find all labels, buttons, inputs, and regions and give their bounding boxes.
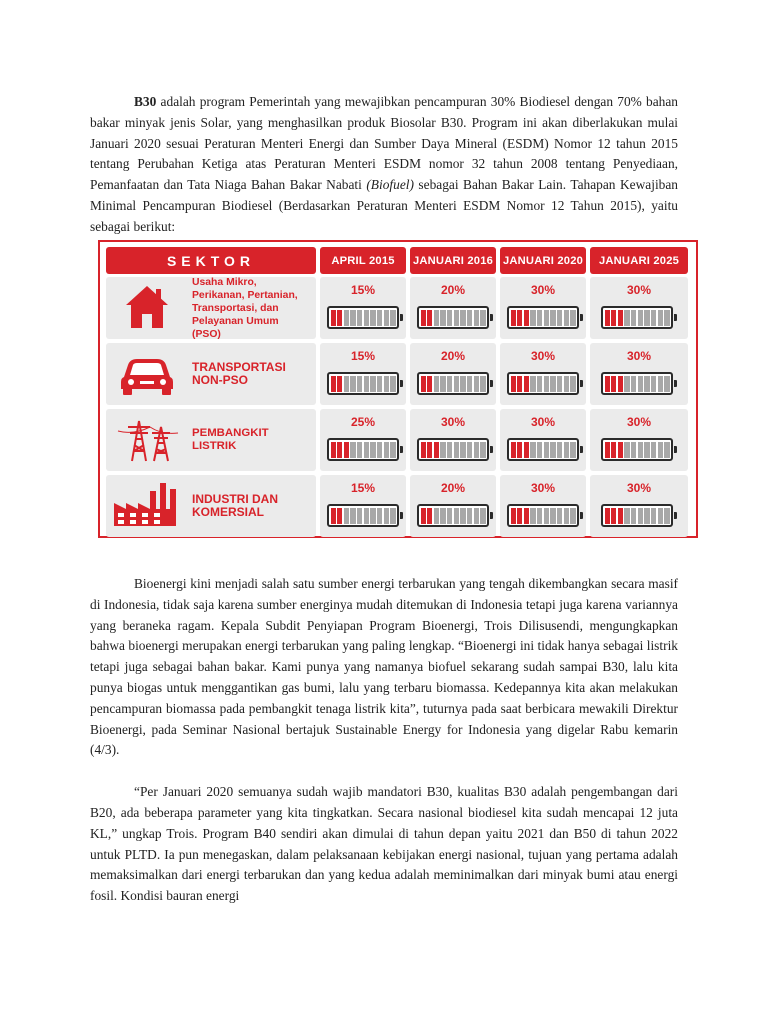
battery-segment	[421, 508, 426, 524]
battery-segment	[331, 442, 336, 458]
battery-segment	[364, 508, 369, 524]
percentage-value: 30%	[626, 415, 652, 429]
battery-segment	[434, 376, 439, 392]
battery-segment	[511, 508, 516, 524]
battery-tip	[580, 446, 584, 453]
battery-icon	[507, 372, 579, 395]
intro-term: B30	[134, 94, 157, 109]
battery-segment	[357, 442, 362, 458]
battery-segment	[624, 310, 629, 326]
sector-cell	[106, 277, 316, 339]
battery-segment	[364, 442, 369, 458]
percentage-cell	[590, 475, 688, 537]
battery-segment	[421, 310, 426, 326]
battery-segment	[331, 508, 336, 524]
sector-cell	[106, 409, 316, 471]
sector-label: PEMBANGKIT LISTRIK	[192, 427, 269, 452]
battery-icon	[601, 438, 673, 461]
battery-segment	[344, 310, 349, 326]
battery-segment	[530, 508, 535, 524]
battery-segment	[460, 508, 465, 524]
percentage-cell	[410, 343, 496, 405]
battery-segment	[344, 508, 349, 524]
battery-segment	[344, 376, 349, 392]
battery-segment	[467, 376, 472, 392]
battery-segment	[644, 310, 649, 326]
battery-segment	[377, 442, 382, 458]
battery-icon	[507, 504, 579, 527]
battery-segment	[390, 508, 395, 524]
battery-tip	[490, 380, 494, 387]
battery-segment	[377, 508, 382, 524]
percentage-value: 20%	[440, 481, 466, 495]
percentage-value: 25%	[350, 415, 376, 429]
battery-segment	[658, 442, 663, 458]
battery-tip	[490, 314, 494, 321]
percentage-cell	[590, 277, 688, 339]
percentage-value: 15%	[350, 481, 376, 495]
battery-segment	[350, 508, 355, 524]
battery-segment	[537, 376, 542, 392]
percentage-cell	[320, 409, 406, 471]
battery-icon	[327, 504, 399, 527]
battery-segment	[570, 442, 575, 458]
battery-segment	[364, 310, 369, 326]
battery-segment	[557, 310, 562, 326]
battery-segment	[550, 310, 555, 326]
header-period-3: JANUARI 2020	[500, 247, 586, 274]
battery-segment	[631, 442, 636, 458]
battery-segment	[511, 310, 516, 326]
battery-segment	[331, 310, 336, 326]
percentage-cell	[500, 475, 586, 537]
body-section	[90, 574, 678, 907]
battery-segment	[377, 376, 382, 392]
battery-segment	[384, 508, 389, 524]
percentage-cell	[500, 409, 586, 471]
factory-icon	[110, 479, 184, 529]
battery-segment	[390, 310, 395, 326]
battery-segment	[474, 508, 479, 524]
battery-segment	[537, 442, 542, 458]
battery-segment	[618, 442, 623, 458]
battery-segment	[550, 376, 555, 392]
sector-cell	[106, 343, 316, 405]
sector-label: TRANSPORTASI NON-PSO	[192, 360, 286, 387]
battery-segment	[624, 376, 629, 392]
battery-icon	[601, 504, 673, 527]
percentage-cell	[410, 409, 496, 471]
battery-segment	[384, 376, 389, 392]
battery-segment	[474, 442, 479, 458]
percentage-cell	[320, 475, 406, 537]
paragraph-2: Bioenergi kini menjadi salah satu sumber energi terbarukan yang tengah dikembangkan secara masif di Indonesia, tidak saja karena sumber energinya mudah ditemukan di Indonesia tetapi juga karena variannya yang beraneka ragam. Kepala Subdit Penyiapan Program Bioenergi, Trois Dilisusendi, mengungkapkan bahwa bioenergi merupakan energi terbarukan yang paling lengkap. “Bioenergi ini tidak hanya sebagai listrik tetapi juga sebagai bahan bakar. Kami punya yang namanya biofuel sekarang sudah sampai B30, lalu kita punya biogas untuk menggantikan gas bumi, lalu yang terbaru biomassa. Kedepannya kita akan melakukan pencampuran biomassa pada pembangkit tenaga listrik kita”, tuturnya pada saat berbicara mewakili Direktur Bioenergi, pada Seminar Nasional bertajuk Sustainable Energy for Indonesia yang digelar Rabu kemarin (4/3).	[90, 576, 678, 758]
battery-segment	[605, 376, 610, 392]
battery-segment	[337, 508, 342, 524]
battery-segment	[467, 508, 472, 524]
battery-segment	[537, 508, 542, 524]
battery-segment	[631, 376, 636, 392]
battery-segment	[447, 508, 452, 524]
battery-segment	[517, 310, 522, 326]
battery-segment	[460, 310, 465, 326]
battery-segment	[611, 442, 616, 458]
percentage-value: 20%	[440, 349, 466, 363]
percentage-value: 30%	[626, 283, 652, 297]
battery-segment	[564, 376, 569, 392]
battery-segment	[664, 442, 669, 458]
battery-tip	[580, 380, 584, 387]
percentage-value: 30%	[440, 415, 466, 429]
battery-segment	[434, 310, 439, 326]
battery-segment	[447, 310, 452, 326]
battery-segment	[350, 376, 355, 392]
intro-section	[90, 92, 678, 238]
battery-segment	[658, 508, 663, 524]
percentage-value: 20%	[440, 283, 466, 297]
battery-segment	[611, 376, 616, 392]
car-icon	[110, 347, 184, 397]
battery-segment	[618, 376, 623, 392]
battery-segment	[611, 508, 616, 524]
battery-segment	[624, 508, 629, 524]
intro-paragraph	[90, 92, 678, 238]
battery-segment	[651, 508, 656, 524]
battery-segment	[658, 376, 663, 392]
battery-segment	[664, 310, 669, 326]
battery-segment	[570, 508, 575, 524]
battery-segment	[517, 376, 522, 392]
percentage-cell	[590, 343, 688, 405]
battery-segment	[421, 442, 426, 458]
battery-segment	[357, 508, 362, 524]
battery-segment	[390, 442, 395, 458]
sector-label: Usaha Mikro, Perikanan, Pertanian, Transportasi, dan Pelayanan Umum (PSO)	[192, 276, 298, 340]
battery-tip	[490, 512, 494, 519]
battery-segment	[350, 442, 355, 458]
battery-segment	[480, 442, 485, 458]
battery-segment	[434, 442, 439, 458]
sector-cell	[106, 475, 316, 537]
battery-segment	[427, 442, 432, 458]
battery-segment	[564, 508, 569, 524]
power-tower-icon	[110, 413, 184, 463]
battery-segment	[427, 508, 432, 524]
battery-tip	[400, 380, 404, 387]
battery-segment	[384, 310, 389, 326]
battery-segment	[467, 442, 472, 458]
battery-segment	[440, 310, 445, 326]
percentage-cell	[500, 343, 586, 405]
percentage-cell	[320, 343, 406, 405]
battery-segment	[631, 310, 636, 326]
battery-segment	[474, 310, 479, 326]
battery-tip	[674, 314, 678, 321]
battery-segment	[357, 376, 362, 392]
battery-segment	[557, 442, 562, 458]
battery-segment	[664, 376, 669, 392]
battery-tip	[490, 446, 494, 453]
header-period-4: JANUARI 2025	[590, 247, 688, 274]
percentage-value: 30%	[530, 283, 556, 297]
battery-segment	[447, 376, 452, 392]
battery-tip	[674, 512, 678, 519]
battery-segment	[350, 310, 355, 326]
intro-italic: (Biofuel)	[366, 177, 414, 193]
battery-segment	[605, 442, 610, 458]
battery-segment	[331, 376, 336, 392]
battery-segment	[454, 376, 459, 392]
percentage-value: 30%	[530, 349, 556, 363]
battery-segment	[638, 442, 643, 458]
battery-icon	[601, 372, 673, 395]
battery-segment	[337, 442, 342, 458]
percentage-cell	[500, 277, 586, 339]
battery-tip	[674, 446, 678, 453]
battery-segment	[537, 310, 542, 326]
battery-segment	[524, 376, 529, 392]
battery-icon	[327, 306, 399, 329]
battery-segment	[631, 508, 636, 524]
battery-segment	[434, 508, 439, 524]
battery-segment	[421, 376, 426, 392]
intro-text-2: sebagai Bahan Bakar Lain. Tahapan Kewajiban Minimal Pencampuran Biodiesel (Berdasarkan Peraturan Menteri ESDM Nomor 12 Tahun 2015), yaitu sebagai berikut:	[90, 177, 678, 234]
battery-segment	[544, 442, 549, 458]
battery-segment	[544, 376, 549, 392]
battery-segment	[644, 376, 649, 392]
battery-segment	[638, 376, 643, 392]
battery-segment	[570, 376, 575, 392]
battery-segment	[544, 310, 549, 326]
battery-icon	[327, 372, 399, 395]
battery-icon	[507, 306, 579, 329]
biodiesel-mandate-infographic	[98, 240, 698, 538]
battery-segment	[570, 310, 575, 326]
battery-segment	[467, 310, 472, 326]
battery-segment	[427, 310, 432, 326]
battery-tip	[580, 314, 584, 321]
battery-segment	[557, 508, 562, 524]
battery-segment	[658, 310, 663, 326]
battery-icon	[601, 306, 673, 329]
battery-segment	[524, 310, 529, 326]
battery-segment	[474, 376, 479, 392]
sector-row	[106, 343, 690, 405]
battery-segment	[460, 442, 465, 458]
battery-segment	[524, 508, 529, 524]
house-icon	[110, 281, 184, 331]
battery-segment	[605, 310, 610, 326]
battery-segment	[364, 376, 369, 392]
percentage-value: 30%	[626, 481, 652, 495]
battery-segment	[618, 310, 623, 326]
battery-icon	[417, 504, 489, 527]
battery-segment	[480, 376, 485, 392]
battery-segment	[557, 376, 562, 392]
battery-icon	[507, 438, 579, 461]
battery-icon	[327, 438, 399, 461]
battery-segment	[644, 508, 649, 524]
infographic-header-row	[106, 247, 690, 274]
battery-segment	[611, 310, 616, 326]
battery-tip	[400, 314, 404, 321]
battery-segment	[511, 442, 516, 458]
battery-tip	[580, 512, 584, 519]
battery-segment	[638, 310, 643, 326]
sector-row	[106, 475, 690, 537]
percentage-value: 30%	[530, 481, 556, 495]
intro-text-1: adalah program Pemerintah yang mewajibkan pencampuran 30% Biodiesel dengan 70% bahan bakar minyak jenis Solar, yang menghasilkan produk Biosolar B30. Program ini akan diberlakukan mulai Januari 2020 sesuai Peraturan Menteri Energi dan Sumber Daya Mineral (ESDM) Nomor 12 tahun 2015 tentang Perubahan Ketiga atas Peraturan Menteri ESDM nomor 32 tahun 2008 tentang Penyediaan, Pemanfaatan dan Tata Niaga Bahan Bakar Nabati	[90, 94, 678, 193]
battery-segment	[511, 376, 516, 392]
battery-segment	[530, 442, 535, 458]
battery-tip	[400, 512, 404, 519]
battery-segment	[460, 376, 465, 392]
battery-segment	[370, 376, 375, 392]
battery-segment	[618, 508, 623, 524]
battery-segment	[337, 376, 342, 392]
battery-segment	[454, 310, 459, 326]
battery-segment	[377, 310, 382, 326]
percentage-value: 30%	[626, 349, 652, 363]
percentage-value: 15%	[350, 283, 376, 297]
battery-segment	[440, 442, 445, 458]
battery-segment	[550, 508, 555, 524]
sector-row	[106, 277, 690, 339]
battery-segment	[530, 376, 535, 392]
battery-segment	[544, 508, 549, 524]
battery-segment	[651, 442, 656, 458]
battery-segment	[454, 442, 459, 458]
battery-segment	[517, 442, 522, 458]
battery-segment	[651, 376, 656, 392]
header-sector: SEKTOR	[106, 247, 316, 274]
battery-tip	[400, 446, 404, 453]
sector-label: INDUSTRI DAN KOMERSIAL	[192, 492, 278, 519]
battery-segment	[480, 310, 485, 326]
battery-segment	[530, 310, 535, 326]
battery-segment	[524, 442, 529, 458]
battery-segment	[390, 376, 395, 392]
battery-segment	[427, 376, 432, 392]
battery-icon	[417, 306, 489, 329]
battery-segment	[370, 508, 375, 524]
header-period-2: JANUARI 2016	[410, 247, 496, 274]
battery-segment	[337, 310, 342, 326]
percentage-value: 30%	[530, 415, 556, 429]
percentage-cell	[590, 409, 688, 471]
battery-segment	[624, 442, 629, 458]
battery-segment	[454, 508, 459, 524]
battery-segment	[370, 442, 375, 458]
battery-segment	[440, 376, 445, 392]
battery-icon	[417, 372, 489, 395]
percentage-value: 15%	[350, 349, 376, 363]
header-period-1: APRIL 2015	[320, 247, 406, 274]
sector-row	[106, 409, 690, 471]
paragraph-3: “Per Januari 2020 semuanya sudah wajib mandatori B30, kualitas B30 adalah pengembangan dari B20, ada beberapa parameter yang kita tingkatkan. Secara nasional biodiesel kita sudah mencapai 12 juta KL,” ungkap Trois. Program B40 sendiri akan dimulai di tahun depan yaitu 2021 dan B50 di tahun 2022 untuk PLTD. Ia pun menegaskan, dalam pelaksanaan kebijakan energi nasional, tujuan yang pertama adalah memaksimalkan dari energi terbarukan dan yang kedua adalah meminimalkan dari minyak bumi atau energi fosil. Kondisi bauran energi	[90, 784, 678, 904]
battery-tip	[674, 380, 678, 387]
percentage-cell	[410, 475, 496, 537]
battery-segment	[344, 442, 349, 458]
battery-segment	[550, 442, 555, 458]
battery-segment	[651, 310, 656, 326]
battery-segment	[370, 310, 375, 326]
battery-segment	[517, 508, 522, 524]
percentage-cell	[410, 277, 496, 339]
battery-segment	[447, 442, 452, 458]
battery-segment	[480, 508, 485, 524]
battery-segment	[357, 310, 362, 326]
battery-icon	[417, 438, 489, 461]
battery-segment	[564, 310, 569, 326]
battery-segment	[564, 442, 569, 458]
percentage-cell	[320, 277, 406, 339]
battery-segment	[440, 508, 445, 524]
battery-segment	[605, 508, 610, 524]
battery-segment	[638, 508, 643, 524]
battery-segment	[644, 442, 649, 458]
battery-segment	[384, 442, 389, 458]
battery-segment	[664, 508, 669, 524]
